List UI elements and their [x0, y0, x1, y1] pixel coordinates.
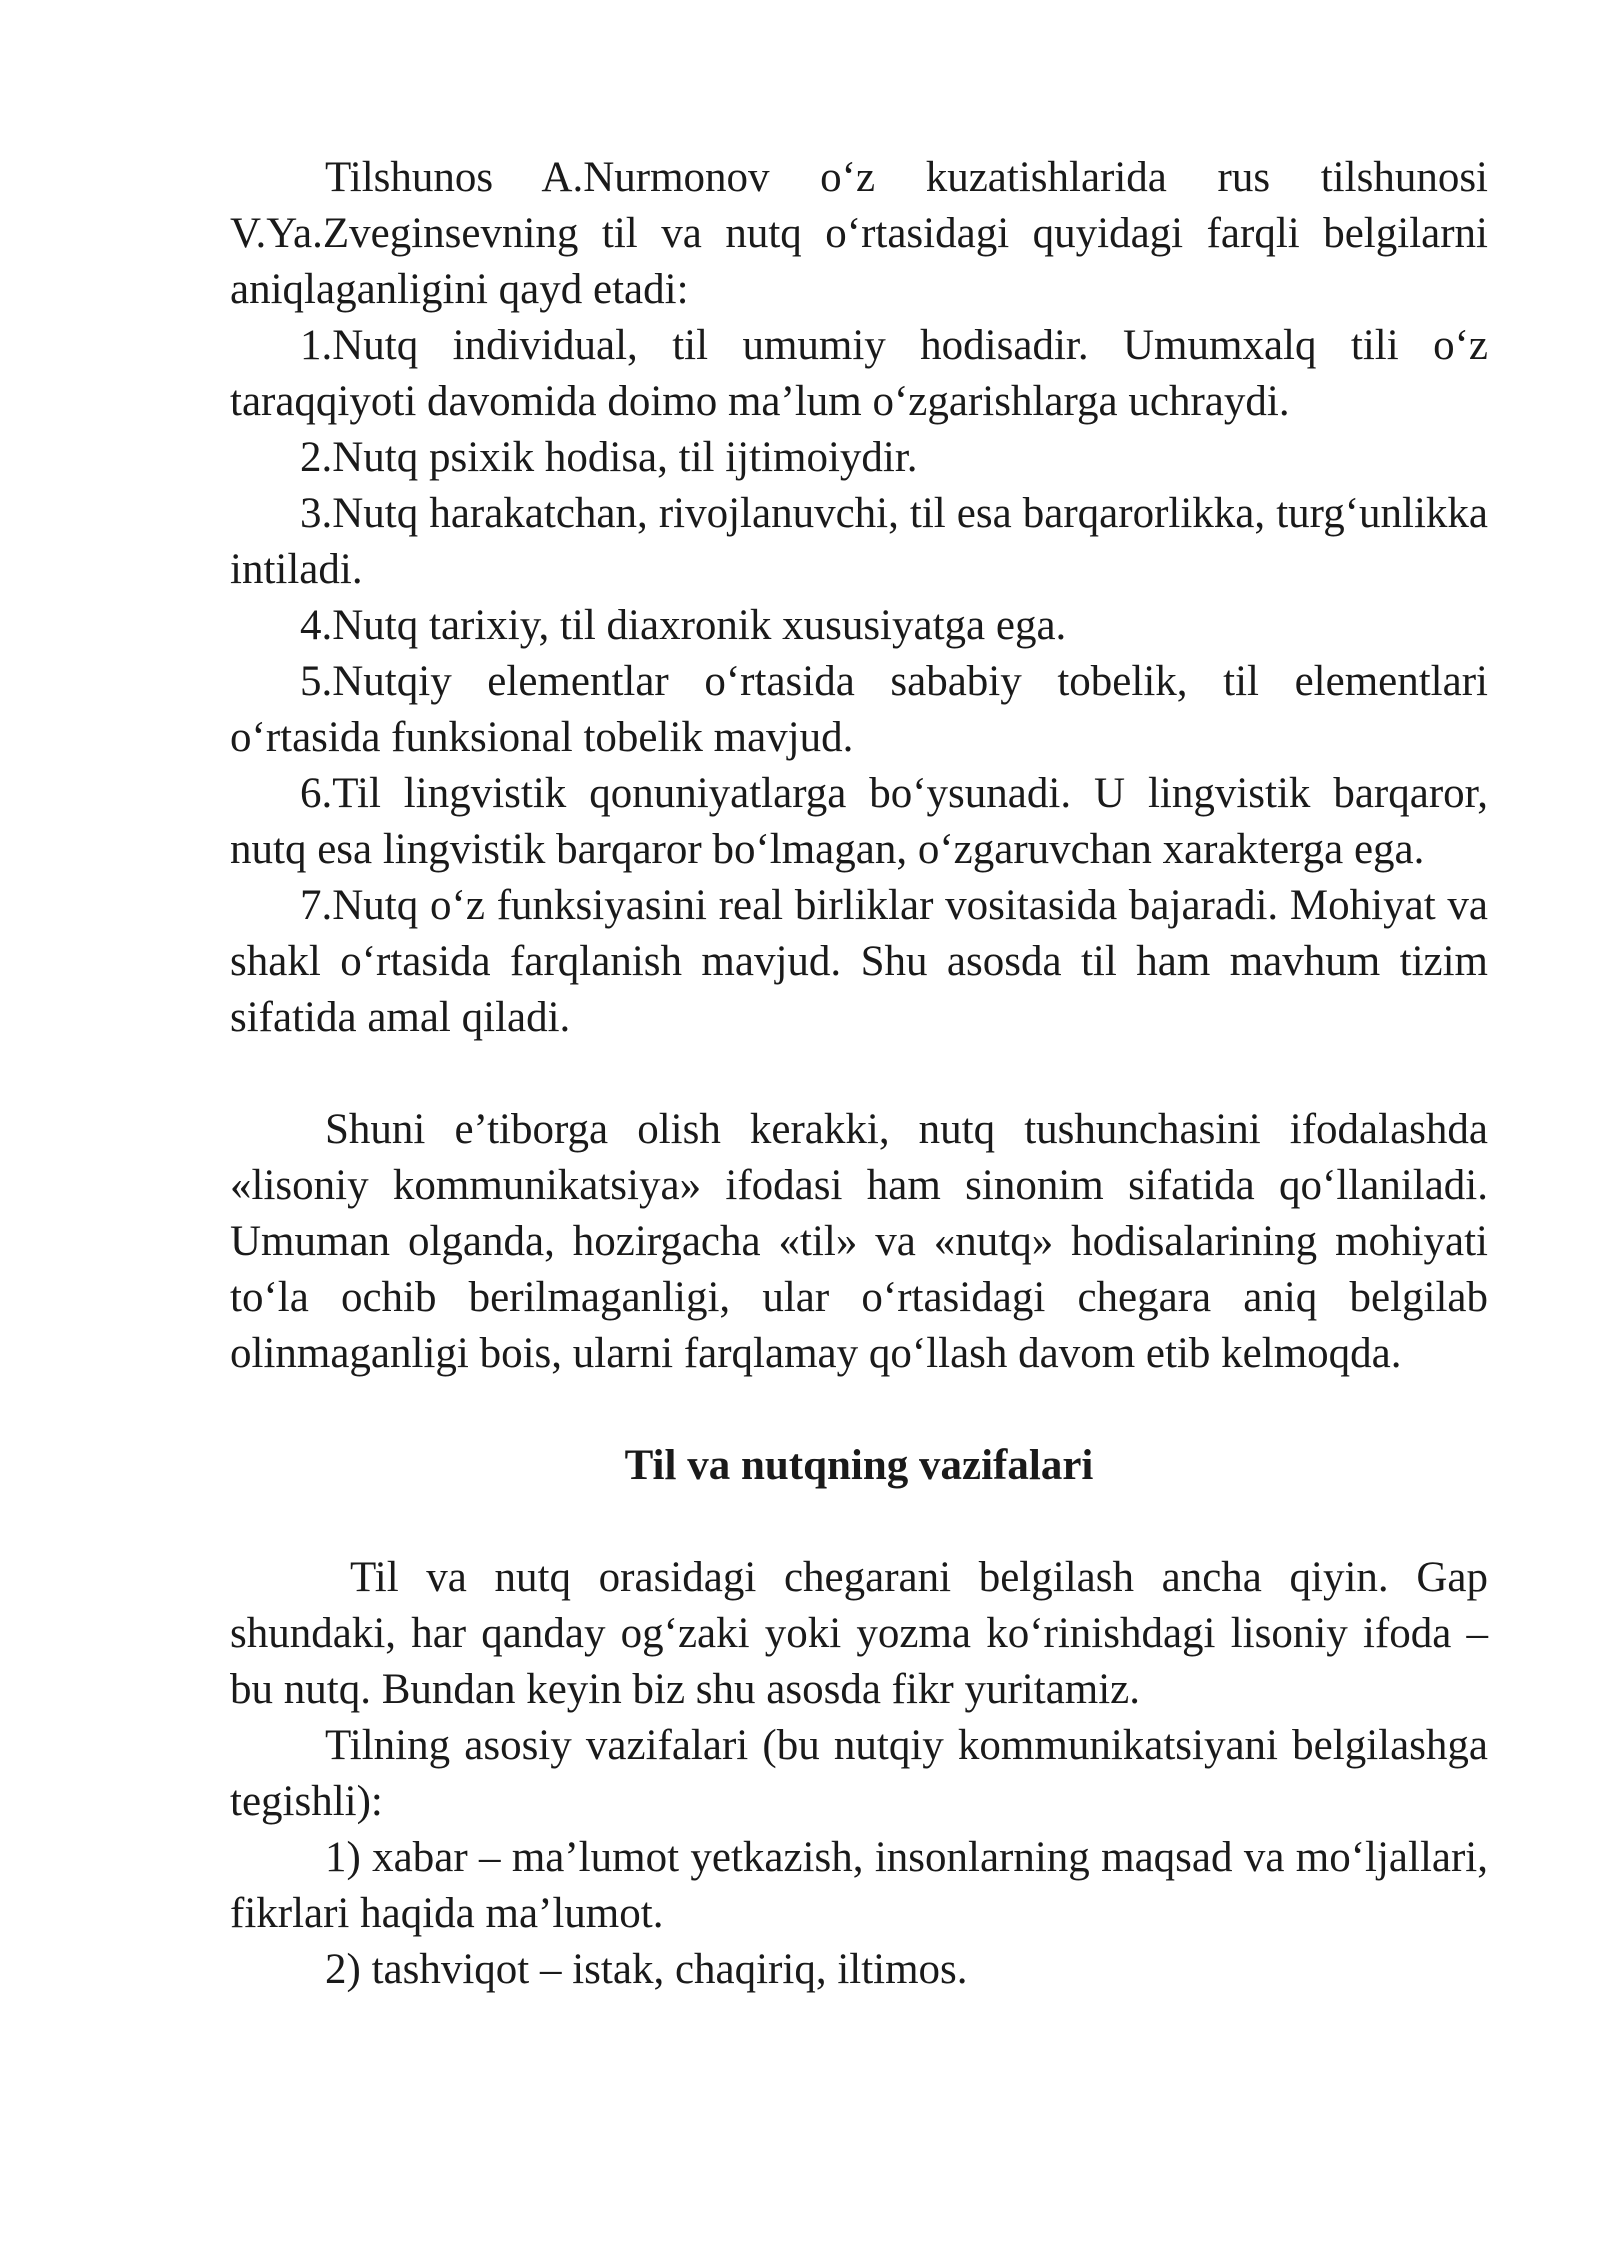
function-item-1: 1) xabar – ma’lumot yetkazish, insonlarning maqsad va mo‘ljallari, fikrlari haqida ma’lumot. — [230, 1834, 1488, 1937]
spacer — [230, 1382, 1488, 1438]
list-item-5: 5.Nutqiy elementlar o‘rtasida sababiy tobelik, til elementlari o‘rtasida funksional tobelik mavjud. — [230, 658, 1488, 761]
list-item-4: 4.Nutq tarixiy, til diaxronik xususiyatga ega. — [300, 602, 1067, 649]
spacer — [230, 1046, 1488, 1102]
document-page — [230, 150, 1488, 1998]
function-item-2: 2) tashviqot – istak, chaqiriq, iltimos. — [325, 1946, 968, 1993]
section-heading: Til va nutqning vazifalari — [624, 1442, 1094, 1489]
spacer — [230, 1494, 1488, 1550]
conclusion-paragraph: Shuni e’tiborga olish kerakki, nutq tushunchasini ifodalashda «lisoniy kommunikatsiya» ifodasi ham sinonim sifatida qo‘llaniladi. Umuman olganda, hozirgacha «til» va «nutq» hodisalarining mohiyati to‘la ochib berilmaganligi, ular o‘rtasidagi chegara aniq belgilab olinmaganligi bois, ularni farqlamay qo‘llash davom etib kelmoqda. — [230, 1106, 1488, 1377]
list-item-2: 2.Nutq psixik hodisa, til ijtimoiydir. — [300, 434, 918, 481]
list-item-1: 1.Nutq individual, til umumiy hodisadir. Umumxalq tili o‘z taraqqiyoti davomida doimo ma’lum o‘zgarishlarga uchraydi. — [230, 322, 1488, 425]
list-item-7: 7.Nutq o‘z funksiyasini real birliklar vositasida bajaradi. Mohiyat va shakl o‘rtasida farqlanish mavjud. Shu asosda til ham mavhum tizim sifatida amal qiladi. — [230, 882, 1488, 1041]
intro-paragraph: Tilshunos A.Nurmonov o‘z kuzatishlarida rus tilshunosi V.Ya.Zveginsevning til va nutq o‘rtasidagi quyidagi farqli belgilarni aniqlaganligini qayd etadi: — [230, 154, 1488, 313]
section2-paragraph-2: Tilning asosiy vazifalari (bu nutqiy kommunikatsiyani belgilashga tegishli): — [230, 1722, 1488, 1825]
section2-paragraph-1: Til va nutq orasidagi chegarani belgilash ancha qiyin. Gap shundaki, har qanday og‘zaki yoki yozma ko‘rinishdagi lisoniy ifoda – bu nutq. Bundan keyin biz shu asosda fikr yuritamiz. — [230, 1554, 1488, 1713]
list-item-6: 6.Til lingvistik qonuniyatlarga bo‘ysunadi. U lingvistik barqaror, nutq esa lingvistik barqaror bo‘lmagan, o‘zgaruvchan xarakterga ega. — [230, 770, 1488, 873]
list-item-3: 3.Nutq harakatchan, rivojlanuvchi, til esa barqarorlikka, turg‘unlikka intiladi. — [230, 490, 1488, 593]
